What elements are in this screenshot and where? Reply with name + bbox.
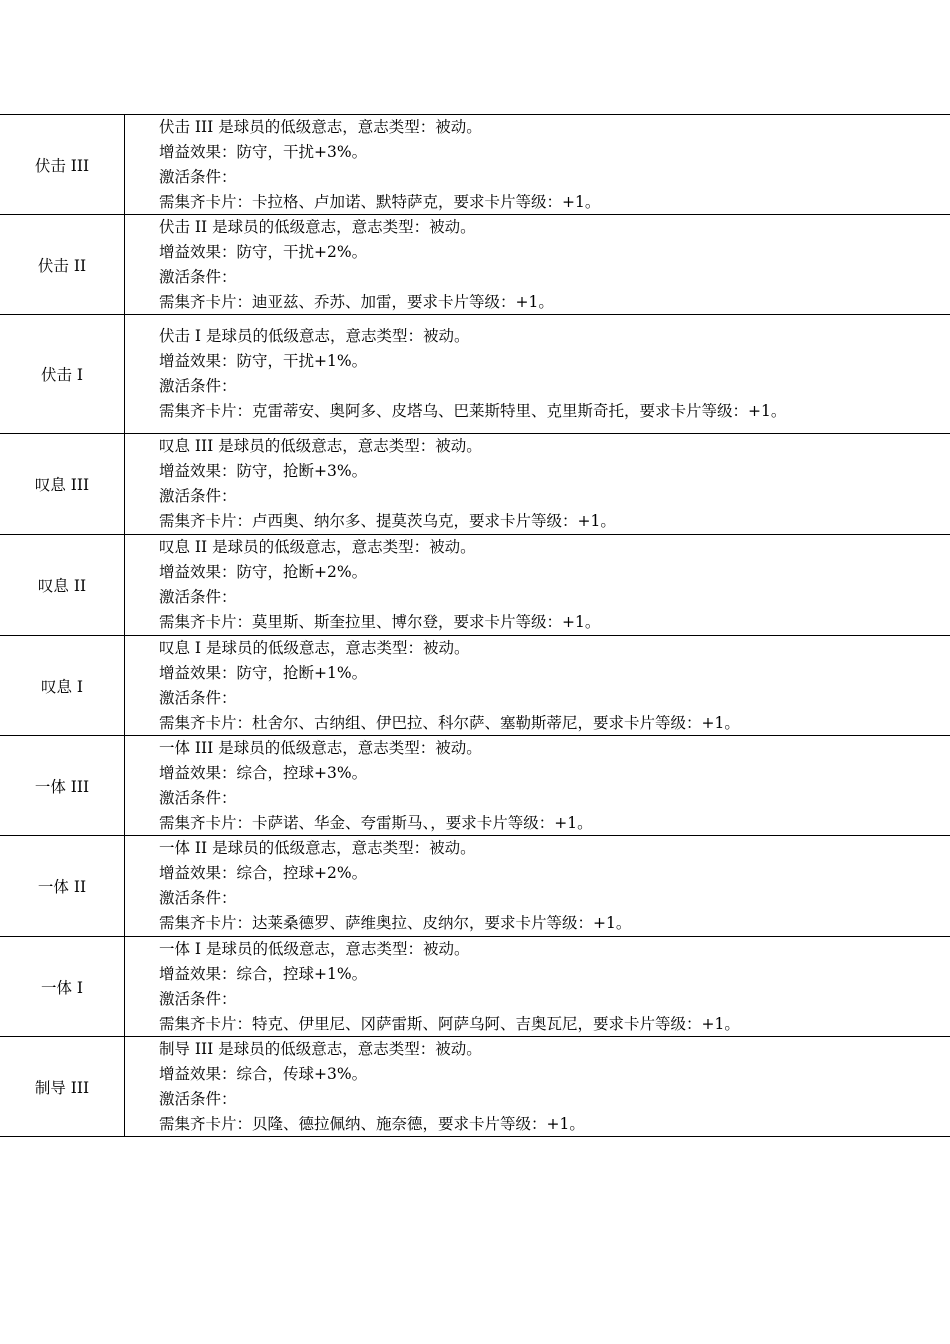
description-line: 增益效果：防守，抢断+1%。 — [159, 663, 368, 682]
will-description-cell — [159, 215, 950, 314]
description-line: 增益效果：综合，控球+2%。 — [159, 864, 368, 882]
will-name-cell: 叹息 I — [0, 636, 125, 735]
will-name-cell: 一体 III — [0, 736, 125, 835]
will-name-cell: 叹息 III — [0, 434, 125, 534]
description-line: 叹息 II 是球员的低级意志，意志类型：被动。 — [159, 538, 476, 556]
table-row — [0, 937, 950, 1037]
will-description-cell — [159, 836, 950, 936]
description-line: 增益效果：防守，干扰+3%。 — [159, 142, 368, 161]
will-name-cell: 伏击 III — [0, 115, 125, 214]
description-line: 伏击 I 是球员的低级意志，意志类型：被动。 — [159, 327, 470, 345]
description-line: 需集齐卡片：达莱桑德罗、萨维奥拉、皮纳尔，要求卡片等级：+1。 — [159, 914, 632, 932]
description-line: 一体 II 是球员的低级意志，意志类型：被动。 — [159, 839, 476, 857]
description-line: 伏击 II 是球员的低级意志，意志类型：被动。 — [159, 217, 476, 236]
will-name-cell: 一体 II — [0, 836, 125, 936]
will-description-cell — [159, 1037, 950, 1136]
table-row — [0, 836, 950, 937]
description-line: 增益效果：防守，干扰+2%。 — [159, 242, 368, 261]
description-line: 增益效果：综合，传球+3%。 — [159, 1064, 368, 1083]
description-line: 激活条件： — [159, 487, 237, 505]
will-name-cell: 伏击 I — [0, 315, 125, 433]
description-line: 激活条件： — [159, 588, 237, 606]
description-line: 需集齐卡片：卡拉格、卢加诺、默特萨克，要求卡片等级：+1。 — [159, 192, 601, 211]
table-row — [0, 1037, 950, 1137]
description-line: 增益效果：防守，抢断+2%。 — [159, 563, 368, 581]
description-line: 激活条件： — [159, 377, 237, 395]
description-line: 增益效果：综合，控球+3%。 — [159, 763, 368, 782]
description-line: 增益效果：综合，控球+1%。 — [159, 964, 368, 983]
description-line: 激活条件： — [159, 788, 237, 807]
description-line: 激活条件： — [159, 267, 237, 286]
description-line: 需集齐卡片：卢西奥、纳尔多、提莫茨乌克，要求卡片等级：+1。 — [159, 512, 616, 530]
table-row — [0, 215, 950, 315]
will-description-cell — [159, 434, 950, 534]
description-line: 需集齐卡片：特克、伊里尼、冈萨雷斯、阿萨乌阿、吉奥瓦尼，要求卡片等级：+1。 — [159, 1014, 740, 1033]
will-description-cell — [159, 636, 950, 735]
description-line: 激活条件： — [159, 167, 237, 186]
description-line: 需集齐卡片：莫里斯、斯奎拉里、博尔登，要求卡片等级：+1。 — [159, 613, 601, 631]
will-description-cell — [159, 736, 950, 835]
table-row — [0, 535, 950, 636]
description-line: 增益效果：防守，抢断+3%。 — [159, 462, 368, 480]
description-line: 激活条件： — [159, 1089, 237, 1108]
description-line: 需集齐卡片：贝隆、德拉佩纳、施奈德，要求卡片等级：+1。 — [159, 1114, 585, 1133]
will-table — [0, 114, 950, 1137]
table-row — [0, 736, 950, 836]
description-line: 伏击 III 是球员的低级意志，意志类型：被动。 — [159, 117, 482, 136]
description-line: 叹息 I 是球员的低级意志，意志类型：被动。 — [159, 638, 470, 657]
description-line: 一体 III 是球员的低级意志，意志类型：被动。 — [159, 738, 482, 757]
will-name-cell: 一体 I — [0, 937, 125, 1036]
description-line: 需集齐卡片：克雷蒂安、奥阿多、皮塔乌、巴莱斯特里、克里斯奇托，要求卡片等级：+1。 — [159, 402, 787, 420]
description-line: 需集齐卡片：杜舍尔、古纳组、伊巴拉、科尔萨、塞勒斯蒂尼，要求卡片等级：+1。 — [159, 713, 740, 732]
description-line: 叹息 III 是球员的低级意志，意志类型：被动。 — [159, 437, 482, 455]
description-line: 激活条件： — [159, 688, 237, 707]
table-row — [0, 114, 950, 215]
will-description-cell — [159, 115, 950, 214]
will-description-cell — [159, 535, 950, 635]
will-name-cell: 制导 III — [0, 1037, 125, 1136]
table-row — [0, 434, 950, 535]
will-description-cell — [159, 315, 950, 433]
description-line: 需集齐卡片：卡萨诺、华金、夸雷斯马、，要求卡片等级：+1。 — [159, 813, 593, 832]
will-name-cell: 伏击 II — [0, 215, 125, 314]
description-line: 制导 III 是球员的低级意志，意志类型：被动。 — [159, 1039, 482, 1058]
description-line: 激活条件： — [159, 989, 237, 1008]
table-row — [0, 315, 950, 434]
will-name-cell: 叹息 II — [0, 535, 125, 635]
description-line: 增益效果：防守，干扰+1%。 — [159, 352, 368, 370]
description-line: 一体 I 是球员的低级意志，意志类型：被动。 — [159, 939, 470, 958]
description-line: 激活条件： — [159, 889, 237, 907]
description-line: 需集齐卡片：迪亚兹、乔苏、加雷，要求卡片等级：+1。 — [159, 292, 554, 311]
will-description-cell — [159, 937, 950, 1036]
table-row — [0, 636, 950, 736]
